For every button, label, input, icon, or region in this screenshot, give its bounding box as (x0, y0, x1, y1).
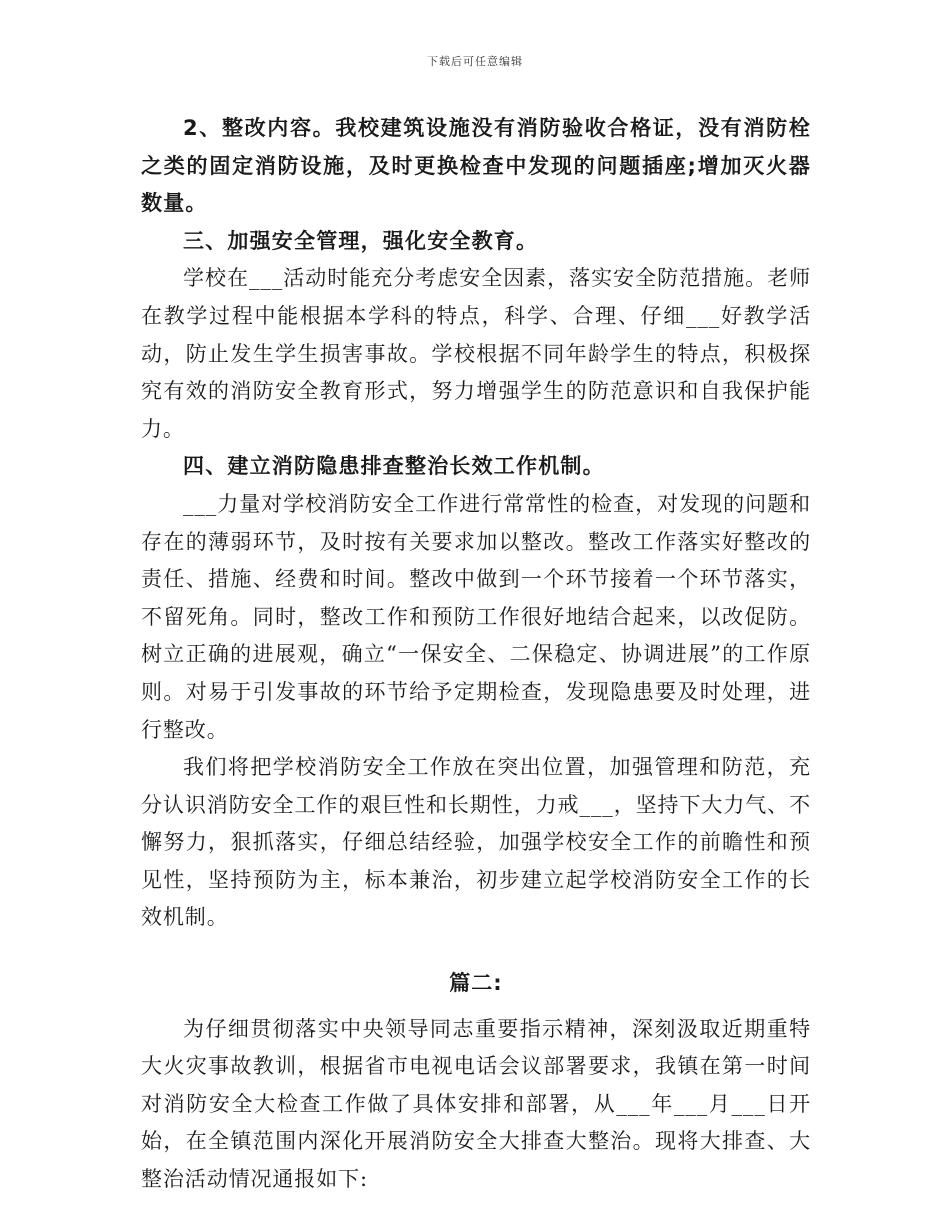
paragraph-conclusion: 我们将把学校消防安全工作放在突出位置，加强管理和防范，充分认识消防安全工作的艰巨性和长期性，力戒___，坚持下大力气、不懈努力，狠抓落实，仔细总结经验，加强学校安全工作的前瞻性和预见性，坚持预防为主，标本兼治，初步建立起学校消防安全工作的长效机制。 (141, 755, 811, 930)
paragraph-rectification-content: 2、整改内容。我校建筑设施没有消防验收合格证，没有消防栓之类的固定消防设施，及时更换检查中发现的问题插座;增加灭火器数量。 (141, 116, 811, 216)
section-2-title: 篇二: (449, 971, 503, 996)
paragraph-inspection-mechanism: ___力量对学校消防安全工作进行常常性的检查，对发现的问题和存在的薄弱环节，及时按有关要求加以整改。整改工作落实好整改的责任、措施、经费和时间。整改中做到一个环节接着一个环节落实，不留死角。同时，整改工作和预防工作很好地结合起来，以改促防。树立正确的进展观，确立“一保安全、二保稳定、协调进展”的工作原则。对易于引发事故的环节给予定期检查，发现隐患要及时处理，进行整改。 (141, 491, 811, 742)
section-heading-3: 三、加强安全管理，强化安全教育。 (183, 228, 539, 253)
document-body (141, 110, 811, 1199)
paragraph-section2-intro: 为仔细贯彻落实中央领导同志重要指示精神，深刻汲取近期重特大火灾事故教训，根据省市电视电话会议部署要求，我镇在第一时间对消防安全大检查工作做了具体安排和部署，从___年___月___日开始，在全镇范围内深化开展消防安全大排查大整治。现将大排查、大整治活动情况通报如下: (141, 1016, 811, 1192)
page-header: 下载后可任意编辑 (427, 55, 523, 68)
paragraph-safety-education: 学校在___活动时能充分考虑安全因素，落实安全防范措施。老师在教学过程中能根据本学科的特点，科学、合理、仔细___好教学活动，防止发生学生损害事故。学校根据不同年龄学生的特点，积极探究有效的消防安全教育形式，努力增强学生的防范意识和自我保护能力。 (141, 266, 811, 441)
section-heading-4: 四、建立消防隐患排查整治长效工作机制。 (183, 454, 605, 479)
